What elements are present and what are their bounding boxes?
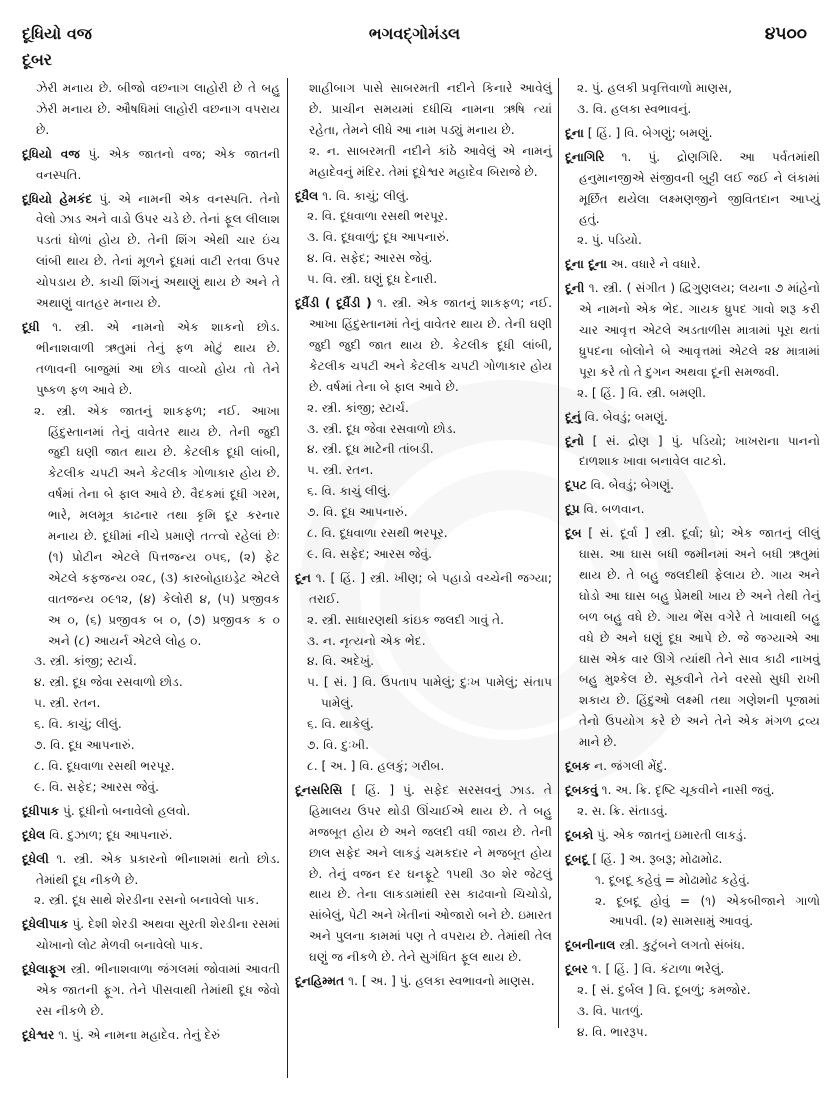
dictionary-entry-continued [295,78,552,183]
headword: દૂબ [565,526,582,541]
entry-text: પું. દૂધીનો બનાવેલો હલવો. [63,803,191,818]
sense: ૨. [ હિં. ] વિ. સ્ત્રી. બમણી. [577,385,707,400]
headword: દૂનહિમ્મત [295,974,345,989]
sense: ૭. વિ. દુઃખી. [307,738,370,753]
entry-text: [ સં. દ્રોણ ] પું. પડિયો; ખાખરાના પાનનો દાળશાક ખાવા બનાવેલ વાટકો. [579,433,820,469]
column-divider [558,78,559,1028]
sense: ૪. વિ. અદેખું. [307,654,374,669]
headword: દૂબર [565,962,588,977]
dictionary-entry-continued [22,78,280,141]
dictionary-entry [22,825,280,846]
sense: ૨. સ્ત્રી. દૂધ સાથે શેરડીના રસનો બનાવેલો પાક. [34,893,260,908]
entry-text: [ હિં. ] અ. રૂબરૂ; મોઢામોઢ. [592,851,723,866]
page-number: ૪૫૦૦ [764,24,807,44]
entry-text: પું. એક જાતનું ઇમારતી લાકડું. [597,827,747,842]
guide-word-first: દૂધિયો વજ [22,24,92,43]
headword: દૂધેલીપાક [22,917,69,932]
dictionary-entry [22,959,280,1022]
column-3 [565,78,820,1046]
headword: દૂનો [565,433,584,448]
headword: દૂધી [22,319,40,334]
running-title: ભગવદ્ગોમંડલ [368,24,461,43]
dictionary-entry [565,780,820,822]
sense: ૬. વિ. થાકેલું. [307,717,374,732]
sense: ૮. [ અ. ] વિ. હલકું; ગરીબ. [307,759,445,773]
entry-text: ૧. અ. ક્રિ. દૃષ્ટિ ચૂકવીને નાસી જવું. [601,783,775,797]
sense: ૪. સ્ત્રી. દૂધ જેવા રસવાળો છોડ. [34,675,183,690]
sense: ૪. વિ. સફેદ; આરસ જેવું. [307,251,433,266]
guide-word-last: દૂબર [22,50,53,69]
sense: ૯. વિ. સફેદ; આરસ જેવું. [34,779,159,794]
headword: દૂનું [565,409,581,424]
sense: ૨. [ સં. દુર્બલ ] વિ. દૂબળું; કમજોર. [577,983,751,998]
sense: ૩. સ્ત્રી. કાંજી; સ્ટાર્ચ. [34,654,137,669]
headword: દૂધેશ્વર [22,1027,55,1042]
entry-text: ૧. [ હિં. ] સ્ત્રી. ખીણ; બે પહાડો વચ્ચેની જગ્યા; તરાઈ. [309,570,552,606]
dictionary-entry [295,186,552,291]
dictionary-entry [22,801,280,822]
dictionary-entry [565,849,820,933]
entry-text: સ્ત્રી. કુટુંબને લગતો સંબંધ. [619,938,745,953]
page-header [22,14,807,69]
sense: ૮. વિ. દૂધવાળા રસથી ભરપૂર. [34,759,175,773]
dictionary-entry [295,971,552,992]
entry-text: ૧. સ્ત્રી. એ નામનો એક શાકનો છોડ. ભીનાશવાળી ઋતુમાં તેનું ફળ મોટું થાય છે. તળાવની બાજુમાં આ છોડ વાવ્યો હોય તો તેને પુષ્કળ ફળ આવે છે. [36,319,281,397]
headword: દૂધિયો હેમકંદ [22,191,93,206]
dictionary-entry [22,189,280,314]
headword: દૂના [565,125,584,140]
entry-text: પું. એ નામની એક વનસ્પતિ. તેનો વેલો ઝાડ અને વાડો ઉપર ચડે છે. તેનાં ફૂલ લીલાશ પડતાં ધોળાં હોય છે. તેની શિંગ એથી ચાર ઇંચ લાંબી થાય છે. તેનાં મૂળને દૂધમાં વાટી રતવા ઉપર ચોપડાય છે. કાચી શિંગનું અથાણું થાય છે અને તે અથાણું વાતહર મનાય છે. [36,191,281,311]
headword: દૂધીપાક [22,803,60,818]
headword: દૂધેલી [22,851,49,866]
dictionary-entry [22,914,280,956]
dictionary-entry [565,756,820,777]
entry-text: અ. વધારે ને વધારે. [610,257,701,272]
entry-text: વિ. બેવડું; બમણું. [584,409,668,424]
entry-text: [ હિં. ] વિ. બેગણું; બમણું. [587,125,713,140]
text-columns [22,78,821,1078]
sense: ૩. વિ. પાતળું. [577,1004,644,1019]
sense: ૪. સ્ત્રી. દૂધ માટેની તાંબડી. [307,442,434,457]
headword: દૂધૈંડી ( દૂધૈંડી ) [295,296,372,311]
sense: ૨. સ્ત્રી. એક જાતનું શાકફળ; નઈ. આખા હિંદુસ્તાનમાં તેનું વાવેતર થાય છે. તેની જુદી જુદી ઘણી જાત થાય છે. કેટલીક દૂધી લાંબી, કેટલીક ચપટી અને કેટલીક ગોળાકાર હોય છે. વર્ષમાં તેના બે ફાલ આવે છે. વૈદકમાં દૂધી ગરમ, ભારે, મલમૂત્ર કાઢનાર તથા કૃમિ દૂર કરનાર મનાય છે. દૂધીમાં નીચે પ્રમાણે તત્ત્વો રહેલાં છેઃ (૧) પ્રોટીન એટલે પિત્તજન્ય ૦૫૬, (૨) ફેટ એટલે કફજન્ય ૦૨૮, (૩) કારબોહાઇડ્રેટ એટલે વાતજન્ય ૦૯૧૨, (૪) કેલોરી ૪, (૫) પ્રજીવક અ ૦, (૬) પ્રજીવક બ ૦, (૭) પ્રજીવક ક ૦ અને (૮) આયર્ન એટલે લોહ ૦. [34,403,280,648]
headword: દૂનાગિરિ [565,149,605,164]
sense: ૮. વિ. દૂધવાળા રસથી ભરપૂર. [307,526,448,541]
headword: દૂનસરિસિ [295,782,343,797]
column-divider [287,78,288,1078]
entry-text: પું. દેશી શેરડી અથવા સુરતી શેરડીના રસમાં ચોખાનો લોટ મેળવી બનાવેલો પાક. [36,917,280,953]
headword: દૂધૈલ [295,188,319,203]
column-1 [22,78,280,1049]
dictionary-entry [565,278,820,403]
headword: દૂબક [565,759,591,774]
headword: દૂન [295,570,311,585]
entry-text: શાહીબાગ પાસે સાબરમતી નદીને કિનારે આવેલું છે. પ્રાચીન સમયમાં દધીચિ નામના ઋષિ ત્યાં રહેતા, તેમને લીધે આ નામ પડ્યું મનાય છે. [309,81,552,137]
entry-text: ૧. સ્ત્રી. એક પ્રકારનો ભીનાશમાં થતો છોડ. તેમાંથી દૂધ નીકળે છે. [36,851,281,887]
idiom: ૨. દૂબદૂ હોવું = (૧) એકબીજાને ગાળો આપવી. (૨) સામસામું આવવું. [595,893,820,929]
dictionary-entry [565,959,820,1043]
dictionary-entry [565,475,820,496]
entry-text: વિ. દુઝાળ; દૂધ આપનારું. [49,827,173,842]
entry-text: ૧. સ્ત્રી. એક જાતનું શાકફળ; નઈ. આખા હિંદુસ્તાનમાં તેનું વાવેતર થાય છે. તેની ઘણી જુદી જુદી જાત થાય છે. કેટલીક દૂધી લાંબી, કેટલીક ચપટી અને કેટલીક ચપટી ગોળાકાર હોય છે. વર્ષમાં તેના બે ફાલ આવે છે. [309,296,553,394]
entry-text: ૧. વિ. કાચું; લીલું. [322,188,410,203]
dictionary-entry [22,1025,280,1046]
entry-text: ૧. સ્ત્રી. ( સંગીત ) દ્વિગુણલય; લયના ૭ માંહેનો એ નામનો એક ભેદ. ગાયક ધ્રુપદ ગાવો શરૂ કરી ચાર આવૃત્ત એટલે અડતાળીસ માત્રામાં પૂરા થતાં ધ્રુપદના બોલોને બે આવૃત્તમાં એટલે ૨૪ માત્રામાં પૂરા કરે તો તે દુગન અથવા દૂની સમજવી. [579,281,820,379]
sense: ૬. વિ. કાચું; લીલું. [34,717,122,732]
sense: ૪. વિ. ભારરૂપ. [577,1024,648,1039]
entry-text: [ હિં. ] પું. સફેદ સરસવનું ઝાડ. તે હિમાલય ઉપર થોડી ઊંચાઈએ થાય છે. તે બહુ મજબૂત હોય છે અને જલદી વધી જાય છે. તેની છાલ સફેદ અને લાકડું ચમકદાર ને મજબૂત હોય છે. તેનું વજન દર ઘનફૂટે ૧૫થી ૩૦ શેર જેટલું થાય છે. તેના લાકડામાંથી રસ કાઢવાનો ચિચોડો, સાંબેલું, પેટી અને ખેતીનાં ઓજારો બને છે. ઇમારત અને પુલના કામમાં પણ તે વપરાય છે. તેમાંથી તેલ ઘણું જ નીકળે છે. તેને સુગંધિત ફૂલ થાય છે. [309,782,552,965]
entry-text: ન. જંગલી મેંદું. [594,759,668,774]
dictionary-entry [565,499,820,520]
dictionary-entry [22,144,280,186]
entry-text: ૧. [ હિં. ] વિ. કંટાળા ભરેલું. [591,962,725,977]
sense: ૩. સ્ત્રી. દૂધ જેવા રસવાળો છોડ. [307,421,457,436]
dictionary-entry-continued [565,78,820,120]
headword: દૂપટ [565,478,587,493]
sense: ૨. સ્ત્રી. કાંજી; સ્ટાર્ચ. [307,400,409,415]
dictionary-entry [295,568,552,777]
column-2 [295,78,552,995]
headword: દૂધેલ [22,827,46,842]
headword: દૂના દૂના [565,257,607,272]
dictionary-entry [22,317,280,798]
headword: દૂબનીનાલ [565,938,616,953]
entry-text: વિ. બળવાન. [583,502,645,517]
dictionary-entry [565,254,820,275]
headword: દૂધિયો વજ [22,146,80,161]
sense: ૫. વિ. સ્ત્રી. ઘણું દૂધ દેનારી. [307,272,438,287]
sense: ૫. [ સં. ] વિ. ઉપતાપ પામેલું; દુઃખ પામેલું; સંતાપ પામેલું. [307,675,552,711]
entry-text: સ્ત્રી. ભીનાશવાળા જંગલમાં જોવામાં આવતી એક જાતની ફૂગ. તેને પીસવાથી તેમાંથી દૂધ જેવો રસ નીકળે છે. [36,962,280,1018]
sense: ૨. પું. હલકી પ્રવૃત્તિવાળો માણસ, [577,81,732,95]
headword: દૂધેલાફૂગ [22,962,66,977]
headword: દૂપ્ર [565,502,580,517]
entry-text: ૧. પું. દ્રોણગિરિ. આ પર્વતમાંથી હનુમાનજીએ સંજીવની બુટ્ટી લઈ જઈ ને લંકામાં મૂર્છિત થયેલા લક્ષ્મણજીને જીવિતદાન આપ્યું હતું. [579,149,821,227]
dictionary-entry [565,407,820,428]
dictionary-entry [565,523,820,753]
dictionary-entry [295,293,552,565]
sense: ૫. સ્ત્રી. રતન. [34,696,101,711]
dictionary-entry [565,825,820,846]
sense: ૨. પું. પડિયો. [577,233,642,248]
sense: ૨. વિ. દૂધવાળા રસથી ભરપૂર. [307,209,449,224]
dictionary-entry [295,780,552,968]
dictionary-entry [22,849,280,912]
sense: ૭. વિ. દૂધ આપનારું. [34,738,135,753]
sense: ૩. વિ. હલકા સ્વભાવનું. [577,101,692,116]
entry-text: ૧. [ અ. ] પું. હલકા સ્વભાવનો માણસ. [348,974,535,989]
entry-text: [ સં. દૂર્વા ] સ્ત્રી. દૂર્વા; ધ્રો; એક જાતનું લીલું ઘાસ. આ ઘાસ બધી જમીનમાં અને બધી ઋતુમાં થાય છે. તે બહુ જલદીથી ફેલાય છે. ગાય અને ઘોડો આ ઘાસ બહુ પ્રેમથી ખાય છે અને તેથી તેનું બળ બહુ વધે છે. ગાય ભેંસ વગેરે તે ખાવાથી બહુ વધે છે અને ઘણું દૂધ આપે છે. જે જગ્યાએ આ ઘાસ એક વાર ઊગે ત્યાંથી તેને સાવ કાઢી નાખવું બહુ મુશ્કેલ છે. સૂકવીને તેને વરસો સુધી રાખી શકાય છે. હિંદુઓ લક્ષ્મી તથા ગણેશની પૂજામાં તેનો ઉપયોગ કરે છે અને તેને એક મંગળ દ્રવ્ય માને છે. [579,526,820,750]
headword: દૂબકવું [565,783,598,797]
sense: ૫. સ્ત્રી. રતન. [307,463,374,478]
entry-text: વિ. બેવડું; બેગણું. [590,478,675,493]
sense: ૩. વિ. દૂધવાળું; દૂધ આપનારું. [307,230,450,245]
sense: ૨. ન. સાબરમતી નદીને કાંઠે આવેલું એ નામનું મહાદેવનું મંદિર. તેમાં દૂધેશ્વર મહાદેવ બિરાજે છે. [309,143,552,179]
headword: દૂબકો [565,827,594,842]
sense: ૯. વિ. સફેદ; આરસ જેવું. [307,546,432,561]
entry-text: પું. એક જાતનો વજ; એક જાતની વનસ્પતિ. [36,146,281,182]
idiom: ૧. દૂબદૂ કહેવું = મોઢામોઢ કહેવું. [595,872,750,887]
dictionary-entry [565,147,820,252]
entry-text: ઝેરી મનાય છે. બીજો વછનાગ લાહોરી છે તે બહુ ઝેરી મનાય છે. ઔષધિમાં લાહોરી વછનાગ વપરાય છે. [36,81,280,137]
entry-text: ૧. પું. એ નામના મહાદેવ. તેનું દેરું [58,1027,221,1042]
sense: ૬. વિ. કાચું લીલું. [307,484,391,499]
sense: ૩. ન. નૃત્યનો એક ભેદ. [307,633,426,648]
dictionary-entry [565,123,820,144]
sense: ૭. વિ. દૂધ આપનારું. [307,505,408,520]
headword: દૂની [565,281,585,296]
headword: દૂબદૂ [565,851,589,866]
dictionary-entry [565,431,820,473]
dictionary-entry [565,935,820,956]
sense: ૨. સ્ત્રી. સાધારણથી કાંઇક જલદી ગાવું તે. [307,612,505,627]
sense: ૨. સ. ક્રિ. સંતાડવું. [577,803,668,818]
